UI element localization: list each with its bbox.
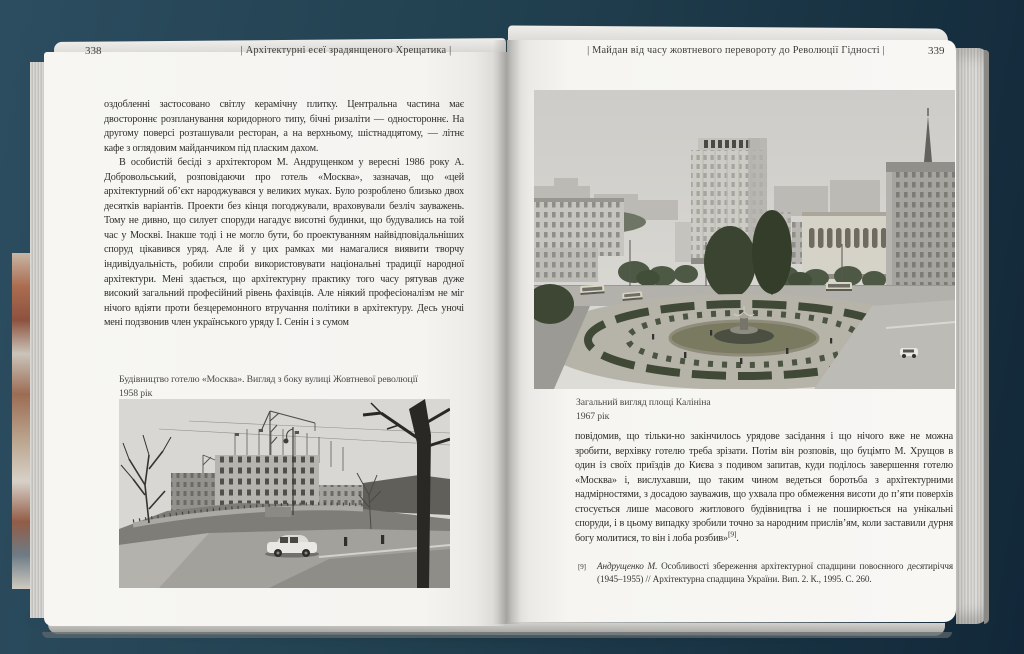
footnote-author: Андрущенко М. (597, 561, 658, 571)
construction-photo (119, 399, 450, 588)
book-cover-right (984, 50, 989, 624)
maidan-photo-graphic (534, 90, 955, 389)
maidan-photo (534, 90, 955, 389)
paragraph-text: повідомив, що тільки-но закінчилось урядове засідання і що нічого вже не можна зробити, верхівку готелю треба зрізати. Потім він розповів, що буцімто М. Хрущов в один із своїх приїздів до Києва з подивом запитав, куди поділось завершення готелю «Москва» і, вислухавши, що таким чином ведеться боротьба з архітектурними надмірностями, з досадою зауважив, що ухвала про обмеження висоти до п’яти поверхів стосується лише масового житлового будівництва і не поширюється на унікальні споруди, і в цьому випадку зробили точно за народним прислів’ям, коли заставили дурня богу молитися, то він і лоба розбив» (575, 431, 953, 544)
trolleybus (580, 284, 605, 295)
body-text-left (104, 98, 464, 331)
running-header-right: | Майдан від часу жовтневого перевороту до Революції Гідності | (587, 45, 885, 56)
caption-title: Загальний вигляд площі Калініна (576, 397, 711, 408)
paragraph-period: . (736, 532, 739, 544)
paragraph: В особистій бесіді з архітектором М. Андрущенком у вересні 1986 року А. Добровольський, розповідаючи про готель «Москва», зазначав, що «цей архітектурний об’єкт народжувався у великих муках. Було розроблено близько двох десятків варіантів. Проекти без кінця погоджували, враховували безліч зауважень. Тому не дивно, що силует споруди нагадує висотні будинки, що будувались на той час у Москві. Інакше тоді і не могло бути, бо проектуванням найвідповідальніших споруд цікавився уряд. Але й у цих рамках ми намагалися виявити творчу індивідуальність, робили спроби використовувати національні традиції народної архітектури. Мені здається, що архітектурну практику того часу рятував дуже високий загальний професійний рівень фахівців. Але ніякий професіоналізм не міг нічого вдіяти проти безцеремонного втручання політики в архітектуру. Десь уночі мені подзвонив член українського уряду І. Сенін і з сумом (104, 157, 464, 329)
footnote-marker: [9] (578, 563, 586, 571)
body-text-right (575, 430, 953, 546)
running-header-left: | Архітектурні есеї зрадянщеного Хрещатика | (240, 45, 452, 56)
construction-photo-graphic (119, 399, 450, 588)
photo-caption-right (576, 396, 936, 423)
previous-page-color-sliver (12, 253, 31, 589)
left-page-edges (30, 62, 44, 618)
page-number-left: 338 (85, 45, 102, 57)
trolleybus (826, 282, 852, 291)
footnote (575, 560, 953, 585)
book-cover-bottom (42, 632, 952, 638)
paragraph (575, 430, 953, 546)
footnote-reference: [9] (728, 529, 737, 539)
caption-title: Будівництво готелю «Москва». Вигляд з боку вулиці Жовтневої революції (119, 374, 418, 385)
paragraph: оздобленні застосовано світлу керамічну плитку. Центральна частина має двостороннє розпланування коридорного типу, бічні ризаліти — одностороннє. На другому поверсі розташували ресторан, а на верхньому, шістнадцятому, — літнє кафе з оглядовим майданчиком під пласким дахом. (104, 99, 464, 154)
caption-year: 1967 рік (576, 410, 610, 422)
photo-caption-left (119, 373, 464, 400)
footnote-text: Особливості збереження архітектурної спадщини повоєнного десятиріччя (1945–1955) // Архітектурна спадщина України. Вип. 2. К., 1995. С. 260. (597, 561, 953, 584)
page-number-right: 339 (928, 45, 945, 57)
caption-year: 1958 рік (119, 387, 153, 399)
